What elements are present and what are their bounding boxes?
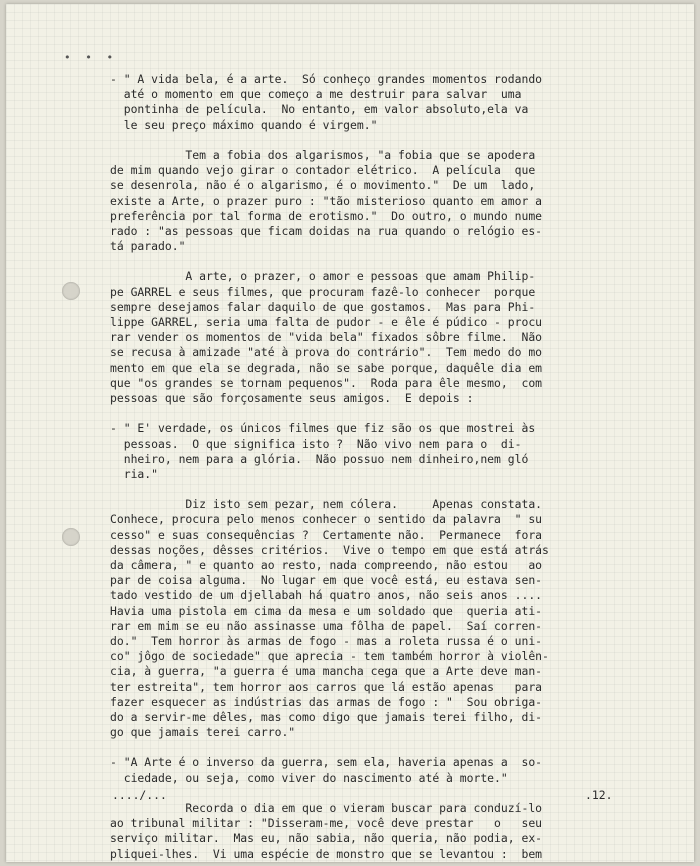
text-line: go que jamais terei carro." <box>110 725 296 740</box>
text-line: cesso" e suas consequências ? Certamente não. Permanece fora <box>110 527 543 542</box>
text-line: preferência por tal forma de erotismo." Do outro, o mundo nume <box>110 208 543 223</box>
text-line: sempre desejamos falar daquilo de que gostamos. Mas para Phi- <box>110 299 536 314</box>
text-line: lippe GARREL, seria uma falta de pudor - e êle é púdico - procu <box>110 315 543 329</box>
blank-line <box>110 482 635 497</box>
text-line: do a servir-me dêles, mas como digo que jamais terei filho, di- <box>110 709 543 724</box>
text-line: pliquei-lhes. Vi uma espécie de monstro que se levantou : bem <box>110 846 543 861</box>
blank-line <box>110 406 635 421</box>
typewritten-body <box>110 72 635 862</box>
text-line: pe GARREL e seus filmes, que procuram fazê-lo conhecer porque <box>110 284 536 299</box>
punch-hole-top <box>62 282 80 300</box>
text-line: se recusa à amizade "até à prova do contrário". Tem medo do mo <box>110 345 543 360</box>
text-line: dessas noções, dêsses critérios. Vive o tempo em que está atrás <box>110 542 549 557</box>
text-line: do." Tem horror às armas de fogo - mas a roleta russa é o uni- <box>110 633 543 648</box>
text-line: Havia uma pistola em cima da mesa e um soldado que queria ati- <box>110 603 543 618</box>
text-line: rado : "as pessoas que ficam doidas na rua quando o relógio es- <box>110 223 543 238</box>
page-number: .12. <box>585 788 613 802</box>
text-line: le seu preço máximo quando é virgem." <box>110 117 378 132</box>
text-line: Recorda o dia em que o vieram buscar para conduzí-lo <box>110 801 543 815</box>
text-line: ciedade, ou seja, como viver do nascimento até à morte." <box>110 770 508 785</box>
top-marks: • • • <box>64 51 118 64</box>
text-line: de mim quando vejo girar o contador elétrico. A película que <box>110 163 536 178</box>
text-line: par de coisa alguma. No lugar em que você está, eu estava sen- <box>110 573 543 588</box>
text-line: da câmera, " e quanto ao resto, nada compreendo, não estou ao <box>110 558 543 572</box>
text-line: tá parado." <box>110 239 186 254</box>
text-line: - " E' verdade, os únicos filmes que fiz são os que mostrei às <box>110 421 536 436</box>
text-line: mento em que ela se degrada, não se sabe porque, daquêle dia em <box>110 360 543 375</box>
text-line: Conhece, procura pelo menos conhecer o sentido da palavra " su <box>110 512 543 527</box>
text-line: existe a Arte, o prazer puro : "tão misterioso quanto em amor a <box>110 193 543 208</box>
text-line: pessoas. O que significa isto ? Não vivo nem para o di- <box>110 436 522 451</box>
blank-line <box>110 740 635 755</box>
blank-line <box>110 786 635 801</box>
text-line: co" jôgo de sociedade" que aprecia - tem também horror à violên- <box>110 649 549 664</box>
text-line: rar em mim se eu não assinasse uma fôlha de papel. Saí corren- <box>110 618 543 633</box>
text-line: tado vestido de um djellabah há quatro anos, não seis anos .... <box>110 588 543 603</box>
text-line: ter estreita", tem horror aos carros que lá estão apenas para <box>110 679 543 694</box>
text-line: nheiro, nem para a glória. Não possuo nem dinheiro,nem gló <box>110 451 529 466</box>
text-line: que "os grandes se tornam pequenos". Roda para êle mesmo, com <box>110 375 543 390</box>
punch-hole-bottom <box>62 528 80 546</box>
text-line: se desenrola, não é o algarismo, é o movimento." De um lado, <box>110 178 536 193</box>
text-line: pessoas que são forçosamente seus amigos. E depois : <box>110 390 474 405</box>
text-line: Diz isto sem pezar, nem cólera. Apenas constata. <box>110 497 543 512</box>
text-line: Tem a fobia dos algarismos, "a fobia que se apodera <box>110 147 536 162</box>
text-line: até o momento em que começo a me destruir para salvar uma <box>110 87 522 102</box>
text-line: A arte, o prazer, o amor e pessoas que amam Philip- <box>110 269 536 284</box>
text-line: ria." <box>110 466 159 481</box>
text-line: - " A vida bela, é a arte. Só conheço grandes momentos rodando <box>110 72 543 86</box>
text-line: serviço militar. Mas eu, não sabia, não queria, não podia, ex- <box>110 831 543 846</box>
text-line: fazer esquecer as indústrias das armas de fogo : " Sou obriga- <box>110 694 543 709</box>
continuation-mark: ..../... <box>112 788 167 802</box>
text-line: ao tribunal militar : "Disseram-me, você deve prestar o seu <box>110 816 543 831</box>
blank-line <box>110 133 635 148</box>
text-line: pontinha de película. No entanto, em valor absoluto,ela va <box>110 102 529 117</box>
text-line: - "A Arte é o inverso da guerra, sem ela, haveria apenas a so- <box>110 755 543 770</box>
blank-line <box>110 254 635 269</box>
text-line: rar vender os momentos de "vida bela" fixados sôbre filme. Não <box>110 330 543 345</box>
text-line: cia, à guerra, "a guerra é uma mancha cega que a Arte deve man- <box>110 664 543 679</box>
